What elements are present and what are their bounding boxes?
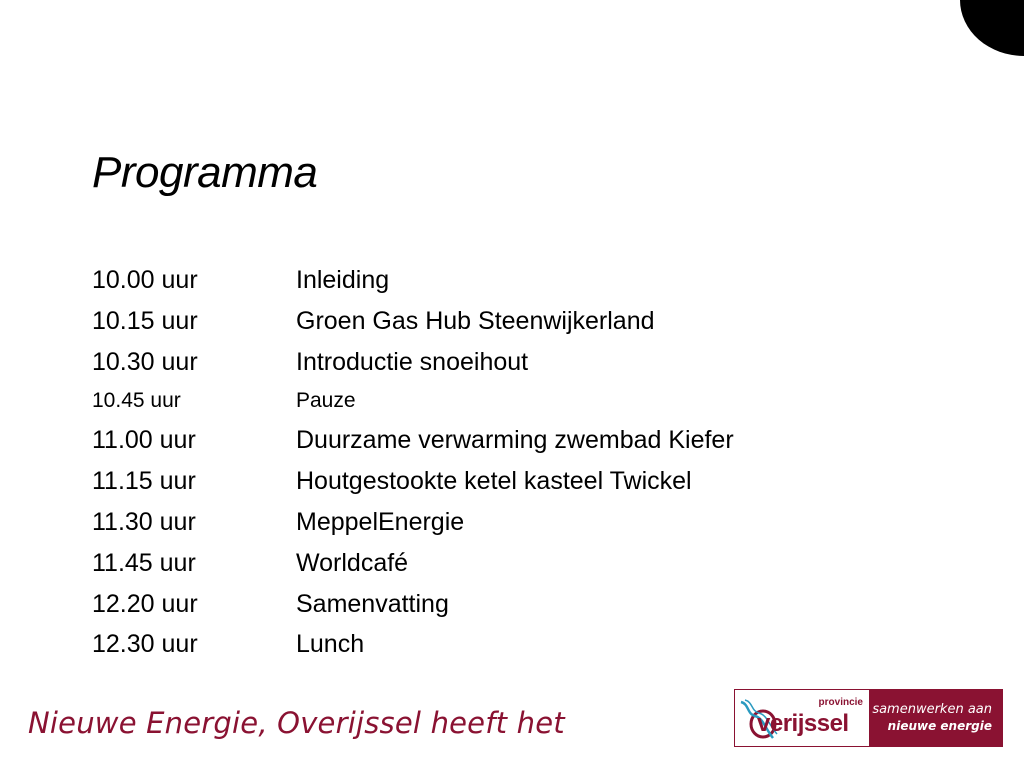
logo-name-text: verijssel <box>757 710 849 737</box>
slide-title: Programma <box>92 148 318 197</box>
logo-tagline-line2: nieuwe energie <box>887 719 992 733</box>
agenda-topic: Worldcafé <box>296 548 409 577</box>
overijssel-logo <box>734 689 1003 747</box>
agenda-topic: Lunch <box>296 630 365 659</box>
agenda-time: 12.20 uur <box>92 589 198 618</box>
agenda-topic: Samenvatting <box>296 589 449 618</box>
logo-provincie-text: provincie <box>818 697 863 708</box>
agenda-time: 11.00 uur <box>92 426 196 455</box>
agenda-topic: Introductie snoeihout <box>296 347 529 376</box>
agenda-time: 10.15 uur <box>92 306 198 335</box>
agenda-time: 11.45 uur <box>92 548 196 577</box>
agenda-time: 10.30 uur <box>92 347 198 376</box>
agenda-time: 12.30 uur <box>92 630 198 659</box>
logo-tagline-panel <box>869 690 1002 746</box>
agenda-time: 10.45 uur <box>92 389 181 413</box>
agenda-topic: Pauze <box>296 389 356 413</box>
logo-tagline-line1: samenwerken aan <box>872 702 992 717</box>
agenda-topic: MeppelEnergie <box>296 507 465 536</box>
footer-slogan: Nieuwe Energie, Overijssel heeft het <box>28 706 565 740</box>
agenda-topic: Groen Gas Hub Steenwijkerland <box>296 306 655 335</box>
agenda-time: 10.00 uur <box>92 266 198 294</box>
logo-left-panel <box>735 690 869 746</box>
agenda-topic: Houtgestookte ketel kasteel Twickel <box>296 467 692 496</box>
agenda-time: 11.30 uur <box>92 507 196 536</box>
agenda-time: 11.15 uur <box>92 467 196 496</box>
corner-decoration <box>960 0 1024 56</box>
agenda-topic: Inleiding <box>296 266 390 294</box>
agenda-topic: Duurzame verwarming zwembad Kiefer <box>296 426 734 455</box>
